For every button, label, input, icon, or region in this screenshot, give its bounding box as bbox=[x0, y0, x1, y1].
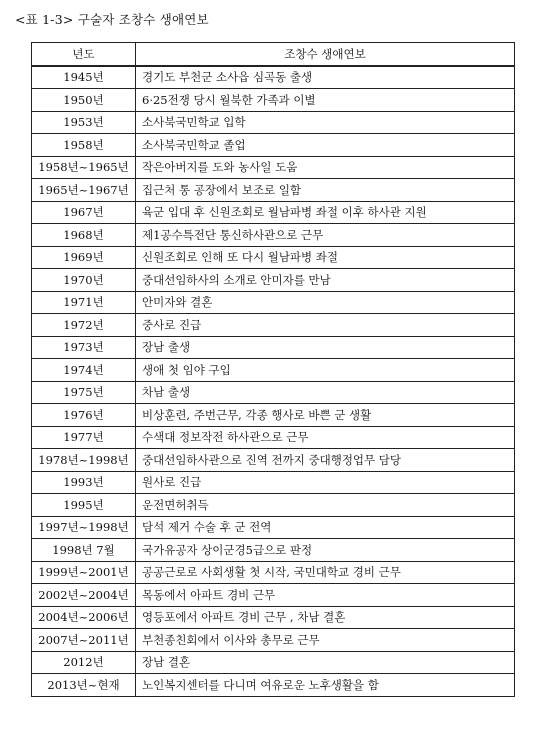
year-cell: 2013년~현재 bbox=[32, 674, 136, 697]
year-cell: 1970년 bbox=[32, 269, 136, 292]
year-cell: 1958년~1965년 bbox=[32, 156, 136, 179]
table-row bbox=[32, 66, 515, 89]
year-cell: 1995년 bbox=[32, 494, 136, 517]
event-cell: 목동에서 아파트 경비 근무 bbox=[136, 584, 515, 607]
year-cell: 1998년 7월 bbox=[32, 539, 136, 562]
year-cell: 1974년 bbox=[32, 359, 136, 382]
year-cell: 1999년~2001년 bbox=[32, 561, 136, 584]
year-cell: 1976년 bbox=[32, 404, 136, 427]
table-row bbox=[32, 471, 515, 494]
event-cell: 작은아버지를 도와 농사일 도움 bbox=[136, 156, 515, 179]
table-row bbox=[32, 314, 515, 337]
event-cell: 6·25전쟁 당시 월북한 가족과 이별 bbox=[136, 89, 515, 112]
event-cell: 경기도 부천군 소사읍 심곡동 출생 bbox=[136, 66, 515, 89]
table-row bbox=[32, 606, 515, 629]
year-cell: 1978년~1998년 bbox=[32, 449, 136, 472]
table-row bbox=[32, 134, 515, 157]
event-cell: 차남 출생 bbox=[136, 381, 515, 404]
table-header-row bbox=[32, 43, 515, 66]
table-row bbox=[32, 156, 515, 179]
year-cell: 1971년 bbox=[32, 291, 136, 314]
year-cell: 1972년 bbox=[32, 314, 136, 337]
year-cell: 1977년 bbox=[32, 426, 136, 449]
year-cell: 1953년 bbox=[32, 111, 136, 134]
table-row bbox=[32, 359, 515, 382]
year-cell: 1965년~1967년 bbox=[32, 179, 136, 202]
year-cell: 1993년 bbox=[32, 471, 136, 494]
event-cell: 영등포에서 아파트 경비 근무 , 차남 결혼 bbox=[136, 606, 515, 629]
year-cell: 2007년~2011년 bbox=[32, 629, 136, 652]
year-cell: 1969년 bbox=[32, 246, 136, 269]
event-cell: 담석 제거 수술 후 군 전역 bbox=[136, 516, 515, 539]
table-row bbox=[32, 246, 515, 269]
table-row bbox=[32, 179, 515, 202]
table-row bbox=[32, 426, 515, 449]
table-row bbox=[32, 516, 515, 539]
event-cell: 중사로 진급 bbox=[136, 314, 515, 337]
header-year: 년도 bbox=[32, 43, 136, 66]
event-cell: 장남 출생 bbox=[136, 336, 515, 359]
event-cell: 소사북국민학교 졸업 bbox=[136, 134, 515, 157]
event-cell: 부천종친회에서 이사와 총무로 근무 bbox=[136, 629, 515, 652]
table-row bbox=[32, 269, 515, 292]
table-row bbox=[32, 561, 515, 584]
biography-table bbox=[31, 42, 515, 697]
event-cell: 집근처 통 공장에서 보조로 일함 bbox=[136, 179, 515, 202]
table-row bbox=[32, 449, 515, 472]
table-row bbox=[32, 494, 515, 517]
year-cell: 2004년~2006년 bbox=[32, 606, 136, 629]
year-cell: 1975년 bbox=[32, 381, 136, 404]
table-row bbox=[32, 381, 515, 404]
table-row bbox=[32, 111, 515, 134]
table-row bbox=[32, 89, 515, 112]
event-cell: 장남 결혼 bbox=[136, 651, 515, 674]
table-caption: <표 1-3> 구술자 조창수 생애연보 bbox=[15, 12, 209, 27]
table-row bbox=[32, 674, 515, 697]
event-cell: 제1공수특전단 통신하사관으로 근무 bbox=[136, 224, 515, 247]
table-row bbox=[32, 201, 515, 224]
table-row bbox=[32, 584, 515, 607]
year-cell: 2002년~2004년 bbox=[32, 584, 136, 607]
year-cell: 1958년 bbox=[32, 134, 136, 157]
event-cell: 수색대 정보작전 하사관으로 근무 bbox=[136, 426, 515, 449]
table-row bbox=[32, 291, 515, 314]
event-cell: 소사북국민학교 입학 bbox=[136, 111, 515, 134]
year-cell: 1968년 bbox=[32, 224, 136, 247]
table-row bbox=[32, 539, 515, 562]
year-cell: 1967년 bbox=[32, 201, 136, 224]
event-cell: 육군 입대 후 신원조회로 월남파병 좌절 이후 하사관 지원 bbox=[136, 201, 515, 224]
event-cell: 생애 첫 임야 구입 bbox=[136, 359, 515, 382]
event-cell: 신원조회로 인해 또 다시 월남파병 좌절 bbox=[136, 246, 515, 269]
table-body bbox=[32, 66, 515, 697]
year-cell: 1973년 bbox=[32, 336, 136, 359]
event-cell: 중대선임하사의 소개로 안미자를 만남 bbox=[136, 269, 515, 292]
event-cell: 안미자와 결혼 bbox=[136, 291, 515, 314]
year-cell: 2012년 bbox=[32, 651, 136, 674]
event-cell: 원사로 진급 bbox=[136, 471, 515, 494]
year-cell: 1945년 bbox=[32, 66, 136, 89]
table-row bbox=[32, 404, 515, 427]
event-cell: 공공근로로 사회생활 첫 시작, 국민대학교 경비 근무 bbox=[136, 561, 515, 584]
header-event: 조창수 생애연보 bbox=[136, 43, 515, 66]
table-row bbox=[32, 336, 515, 359]
year-cell: 1997년~1998년 bbox=[32, 516, 136, 539]
table-row bbox=[32, 224, 515, 247]
event-cell: 비상훈련, 주번근무, 각종 행사로 바쁜 군 생활 bbox=[136, 404, 515, 427]
table-row bbox=[32, 651, 515, 674]
year-cell: 1950년 bbox=[32, 89, 136, 112]
table-row bbox=[32, 629, 515, 652]
event-cell: 국가유공자 상이군경5급으로 판정 bbox=[136, 539, 515, 562]
event-cell: 중대선임하사관으로 진역 전까지 중대행정업무 담당 bbox=[136, 449, 515, 472]
event-cell: 운전면허취득 bbox=[136, 494, 515, 517]
event-cell: 노인복지센터를 다니며 여유로운 노후생활을 함 bbox=[136, 674, 515, 697]
